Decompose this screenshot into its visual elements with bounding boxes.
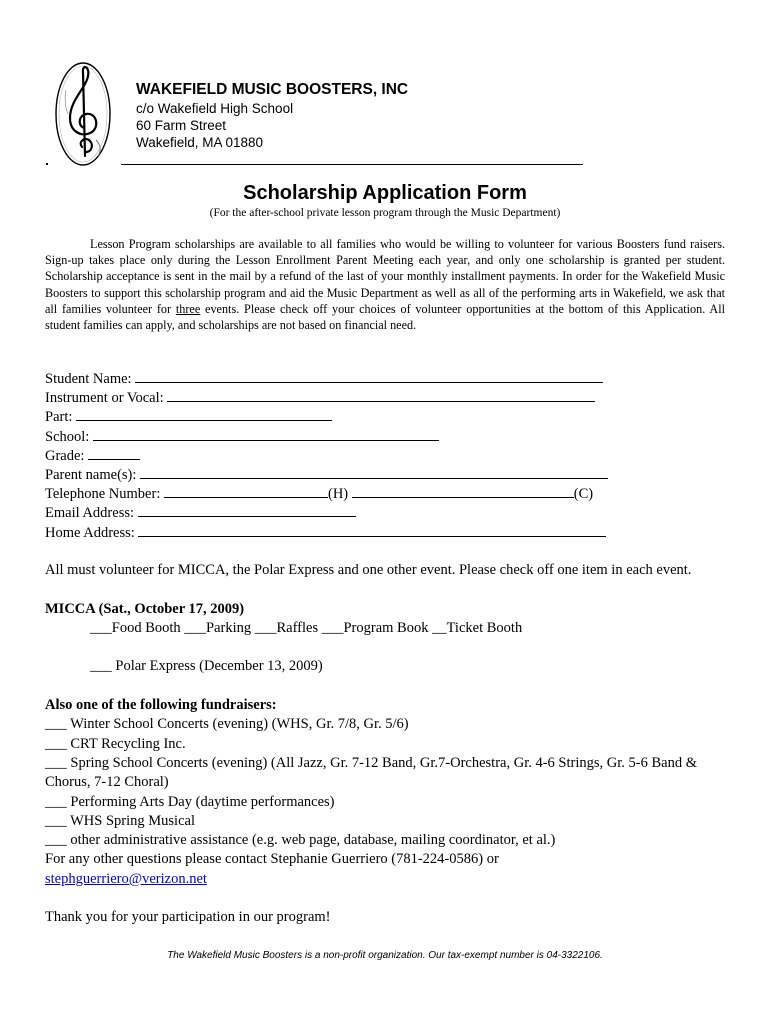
fundraiser-item[interactable]: ___ CRT Recycling Inc.	[45, 735, 186, 752]
field-row-part	[45, 406, 608, 425]
fundraisers-heading: Also one of the following fundraisers:	[45, 697, 277, 714]
field-row-home-address	[45, 522, 608, 541]
form-subtitle: (For the after-school private lesson program through the Music Department)	[209, 207, 561, 219]
decorative-dot	[46, 163, 48, 165]
home-phone-line[interactable]	[164, 483, 328, 498]
school-label: School:	[45, 428, 90, 445]
field-row-email	[45, 502, 608, 521]
grade-label: Grade:	[45, 447, 85, 464]
intro-text-b: events. Please check off your choices of volunteer opportunities at the bottom of this Application. All student families can apply, and scholarships are not based on financial need.	[45, 301, 725, 333]
instrument-line[interactable]	[167, 387, 595, 402]
org-name: WAKEFIELD MUSIC BOOSTERS, INC	[136, 81, 409, 98]
intro-paragraph	[45, 236, 725, 333]
home-address-line[interactable]	[138, 522, 606, 537]
field-row-school	[45, 426, 608, 445]
parent-names-label: Parent name(s):	[45, 466, 137, 483]
intro-text-a: Lesson Program scholarships are available to all families who would be willing to volunteer for various Boosters fund raisers. Sign-up takes place only during the Lesson Enrollment Parent Meeting each year, and only one scholarship is granted per student. Scholarship acceptance is sent in the mail by a refund of the last of your monthly installment payments. In order for the Wakefield Music Boosters to support this scholarship program and aid the Music Department as well as all of the performing arts in Wakefield, we ask that all families volunteer for	[45, 237, 725, 316]
treble-clef-logo	[52, 60, 114, 168]
field-row-grade	[45, 445, 608, 464]
address-line-2: 60 Farm Street	[136, 118, 227, 133]
address-line-3: Wakefield, MA 01880	[136, 135, 264, 150]
field-row-instrument	[45, 387, 608, 406]
field-row-student-name	[45, 368, 608, 387]
applicant-fields	[45, 368, 608, 541]
student-name-label: Student Name:	[45, 371, 132, 387]
home-phone-suffix: (H)	[327, 486, 349, 503]
fundraiser-item[interactable]: ___ other administrative assistance (e.g. web page, database, mailing coordinator, et al.)	[45, 832, 556, 849]
grade-line[interactable]	[88, 445, 140, 460]
form-title: Scholarship Application Form	[243, 182, 527, 204]
polar-express-option[interactable]: ___ Polar Express (December 13, 2009)	[90, 658, 323, 675]
contact-email-link[interactable]: stephguerriero@verizon.net	[45, 870, 207, 887]
fundraiser-item[interactable]: ___ Winter School Concerts (evening) (WHS, Gr. 7/8, Gr. 5/6)	[45, 716, 409, 733]
footer-note: The Wakefield Music Boosters is a non-profit organization. Our tax-exempt number is 04-3322106.	[167, 950, 603, 961]
instrument-label: Instrument or Vocal:	[45, 390, 164, 407]
home-address-label: Home Address:	[45, 524, 135, 541]
cell-phone-suffix: (C)	[573, 486, 594, 503]
contact-text: For any other questions please contact Stephanie Guerriero (781-224-0586) or	[45, 851, 499, 868]
fundraiser-item[interactable]: ___ Performing Arts Day (daytime performances)	[45, 793, 335, 810]
school-line[interactable]	[93, 426, 439, 441]
email-line[interactable]	[138, 502, 356, 517]
volunteer-section	[45, 561, 735, 928]
part-label: Part:	[45, 409, 73, 426]
parent-names-line[interactable]	[140, 464, 608, 479]
email-label: Email Address:	[45, 505, 135, 522]
header-rule	[121, 164, 583, 165]
volunteer-intro: All must volunteer for MICCA, the Polar Express and one other event. Please check off one item in each event.	[45, 562, 692, 578]
intro-underlined-word: three	[175, 301, 201, 316]
part-line[interactable]	[76, 406, 332, 421]
fundraiser-item[interactable]: ___ WHS Spring Musical	[45, 812, 195, 829]
telephone-label: Telephone Number:	[45, 486, 161, 503]
student-name-line[interactable]	[135, 368, 603, 383]
cell-phone-line[interactable]	[352, 483, 574, 498]
fundraiser-item[interactable]: ___ Spring School Concerts (evening) (All Jazz, Gr. 7-12 Band, Gr.7-Orchestra, Gr. 4-6 Strings, Gr. 5-6 Band & Chorus, 7-12 Choral)	[45, 754, 697, 791]
field-row-parent-names	[45, 464, 608, 483]
letterhead	[136, 80, 408, 151]
address-line-1: c/o Wakefield High School	[136, 101, 294, 116]
field-row-telephone	[45, 483, 608, 502]
thank-you-text: Thank you for your participation in our program!	[45, 909, 331, 926]
micca-heading: MICCA (Sat., October 17, 2009)	[45, 600, 245, 617]
micca-options[interactable]: ___Food Booth ___Parking ___Raffles ___Program Book __Ticket Booth	[90, 619, 523, 636]
